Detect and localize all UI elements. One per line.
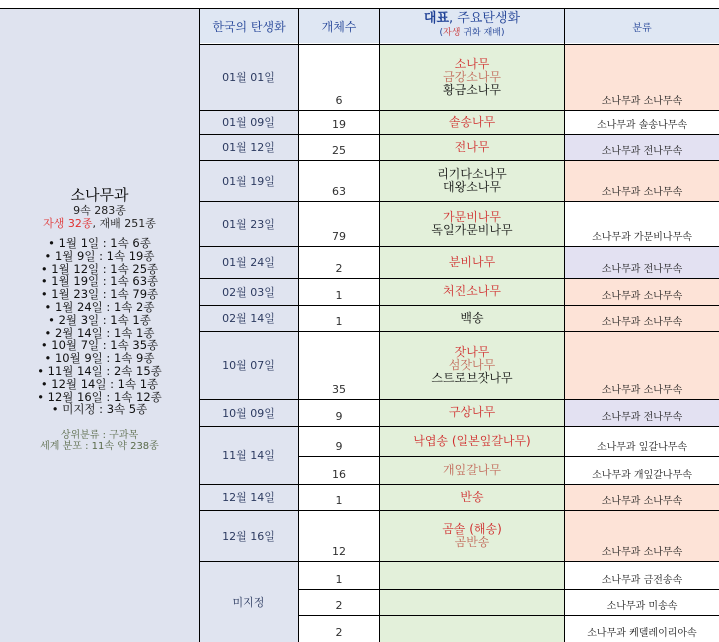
grid-line — [0, 8, 719, 9]
header-classification: 분류 — [565, 9, 719, 43]
summary-item: • 11월 14일 : 2속 15종 — [37, 363, 162, 378]
date-cell: 01월 23일 — [199, 201, 298, 246]
summary-item: • 1월 23일 : 1속 79종 — [40, 287, 159, 302]
date-cell: 10월 09일 — [199, 399, 298, 426]
count-cell: 9 — [299, 399, 379, 426]
grid-line — [199, 110, 719, 111]
grid-line — [199, 510, 719, 511]
legend-native: 자생 — [443, 28, 461, 38]
date-cell: 12월 14일 — [199, 484, 298, 510]
species-cell — [380, 134, 564, 160]
grid-line — [199, 44, 719, 45]
species-cell — [380, 44, 564, 110]
classification-cell: 소나무과 소나무속 — [565, 278, 719, 305]
classification-cell: 소나무과 미송속 — [565, 589, 719, 615]
summary-item: • 1월 19일 : 1속 63종 — [40, 274, 159, 289]
grid-line — [299, 456, 719, 457]
count-cell: 1 — [299, 561, 379, 589]
count-cell: 63 — [299, 160, 379, 201]
species-name: 낙엽송 (일본잎갈나무) — [413, 433, 531, 448]
summary-item: • 1월 24일 : 1속 2종 — [44, 299, 155, 314]
species-cell — [380, 589, 564, 615]
header-representative — [380, 9, 564, 43]
species-name: 분비나무 — [448, 254, 496, 269]
summary-item: • 2월 14일 : 1속 1종 — [44, 325, 155, 340]
date-cell: 미지정 — [199, 561, 298, 642]
grid-line — [199, 8, 200, 642]
count-cell: 16 — [299, 456, 379, 484]
species-cell — [380, 110, 564, 134]
grid-line — [199, 278, 719, 279]
species-cell — [380, 484, 564, 510]
classification-cell: 소나무과 전나무속 — [565, 246, 719, 278]
species-name: 대왕소나무 — [443, 179, 501, 194]
grid-line — [199, 246, 719, 247]
family-title: 소나무과 — [70, 186, 129, 204]
date-cell: 01월 12일 — [199, 134, 298, 160]
species-name: 곰반송 — [454, 534, 490, 549]
legend-cultivated: 재배) — [483, 28, 505, 38]
summary-item: • 10월 9일 : 1속 9종 — [44, 351, 155, 366]
species-cell — [380, 615, 564, 642]
grid-line — [298, 8, 299, 642]
species-name: 섬잣나무 — [448, 357, 496, 372]
grid-line — [199, 426, 719, 427]
genera-count: 9속 283종 — [73, 204, 126, 217]
summary-item: • 12월 14일 : 1속 1종 — [40, 376, 159, 391]
classification-cell: 소나무과 소나무속 — [565, 510, 719, 561]
species-name: 잣나무 — [454, 344, 490, 359]
count-cell: 2 — [299, 615, 379, 642]
world-distribution: 세계 분포 : 11속 약 238종 — [40, 441, 159, 453]
date-cell: 02월 14일 — [199, 305, 298, 331]
species-cell — [380, 246, 564, 278]
classification-cell: 소나무과 소나무속 — [565, 484, 719, 510]
date-cell: 01월 09일 — [199, 110, 298, 134]
summary-item: • 미지정 : 3속 5종 — [51, 402, 148, 417]
classification-cell: 소나무과 솔송나무속 — [565, 110, 719, 134]
native-cultivated-count — [0, 217, 199, 231]
species-cell — [380, 561, 564, 589]
classification-cell: 소나무과 가문비나무속 — [565, 201, 719, 246]
species-name: 백송 — [460, 310, 484, 325]
date-cell: 01월 01일 — [199, 44, 298, 110]
family-summary — [0, 186, 199, 452]
grid-line — [199, 160, 719, 161]
date-cell: 02월 03일 — [199, 278, 298, 305]
summary-item: • 1월 12일 : 1속 25종 — [40, 261, 159, 276]
species-name: 금강소나무 — [443, 69, 501, 84]
classification-cell: 소나무과 소나무속 — [565, 331, 719, 399]
native-count: 자생 32종 — [43, 217, 93, 230]
count-cell: 35 — [299, 331, 379, 399]
classification-cell: 소나무과 소나무속 — [565, 160, 719, 201]
summary-item: • 12월 16일 : 1속 12종 — [37, 389, 162, 404]
classification-cell: 소나무과 소나무속 — [565, 44, 719, 110]
count-cell: 25 — [299, 134, 379, 160]
upper-classification: 상위분류 : 구과목 — [60, 430, 139, 442]
grid-line — [199, 484, 719, 485]
species-cell — [380, 160, 564, 201]
count-cell: 19 — [299, 110, 379, 134]
count-cell: 2 — [299, 589, 379, 615]
species-name: 가문비나무 — [443, 209, 501, 224]
count-cell: 9 — [299, 426, 379, 456]
header-count: 개체수 — [299, 9, 379, 43]
grid-line — [199, 201, 719, 202]
species-name: 처진소나무 — [443, 284, 501, 298]
species-cell — [380, 201, 564, 246]
header-rep-main — [424, 12, 520, 26]
cultivated-count: , 재배 251종 — [92, 217, 156, 230]
classification-cell: 소나무과 케델레이리아속 — [565, 615, 719, 642]
date-cell: 12월 16일 — [199, 510, 298, 561]
count-cell: 2 — [299, 246, 379, 278]
header-birth-date: 한국의 탄생화 — [200, 9, 298, 43]
count-cell: 79 — [299, 201, 379, 246]
count-cell: 6 — [299, 44, 379, 110]
grid-line — [379, 8, 380, 642]
species-name: 전나무 — [454, 139, 490, 154]
species-name: 개잎갈나무 — [443, 462, 501, 477]
species-cell — [380, 278, 564, 305]
classification-cell: 소나무과 금전송속 — [565, 561, 719, 589]
species-cell — [380, 456, 564, 484]
header-rep-main-b: , 주요탄생화 — [449, 11, 521, 26]
date-cell: 11월 14일 — [199, 426, 298, 484]
header-rep-main-a: 대표 — [423, 11, 450, 26]
species-name: 구상나무 — [448, 405, 496, 419]
legend-open: ( — [439, 28, 444, 38]
grid-line — [564, 8, 565, 642]
birthday-summary-list — [0, 237, 199, 416]
grid-line — [199, 331, 719, 332]
species-name: 반송 — [460, 489, 484, 504]
classification-cell: 소나무과 개잎갈나무속 — [565, 456, 719, 484]
species-cell — [380, 399, 564, 426]
grid-line — [299, 615, 719, 616]
count-cell: 1 — [299, 278, 379, 305]
grid-line — [199, 134, 719, 135]
species-name: 황금소나무 — [443, 82, 501, 97]
count-cell: 1 — [299, 305, 379, 331]
classification-cell: 소나무과 잎갈나무속 — [565, 426, 719, 456]
count-cell: 12 — [299, 510, 379, 561]
classification-cell: 소나무과 소나무속 — [565, 305, 719, 331]
classification-cell: 소나무과 전나무속 — [565, 399, 719, 426]
classification-cell: 소나무과 전나무속 — [565, 134, 719, 160]
species-cell — [380, 510, 564, 561]
summary-item: • 1월 9일 : 1속 19종 — [44, 248, 155, 263]
species-cell — [380, 426, 564, 456]
grid-line — [299, 589, 719, 590]
species-name: 독일가문비나무 — [431, 222, 513, 237]
grid-line — [199, 305, 719, 306]
summary-item: • 10월 7일 : 1속 35종 — [40, 338, 159, 353]
date-cell: 01월 24일 — [199, 246, 298, 278]
species-name: 솔송나무 — [448, 114, 496, 129]
species-name: 곰솔 (해송) — [442, 521, 502, 536]
species-cell — [380, 331, 564, 399]
legend-naturalized: 귀화 — [460, 28, 484, 38]
species-name: 소나무 — [454, 56, 490, 71]
species-name: 스트로브잣나무 — [431, 370, 513, 385]
date-cell: 01월 19일 — [199, 160, 298, 201]
species-cell — [380, 305, 564, 331]
date-cell: 10월 07일 — [199, 331, 298, 399]
summary-item: • 2월 3일 : 1속 1종 — [48, 312, 151, 327]
grid-line — [199, 561, 719, 562]
count-cell: 1 — [299, 484, 379, 510]
header-rep-legend — [440, 26, 505, 40]
summary-item: • 1월 1일 : 1속 6종 — [48, 236, 151, 250]
grid-line — [199, 399, 719, 400]
species-name: 리기다소나무 — [437, 166, 507, 181]
